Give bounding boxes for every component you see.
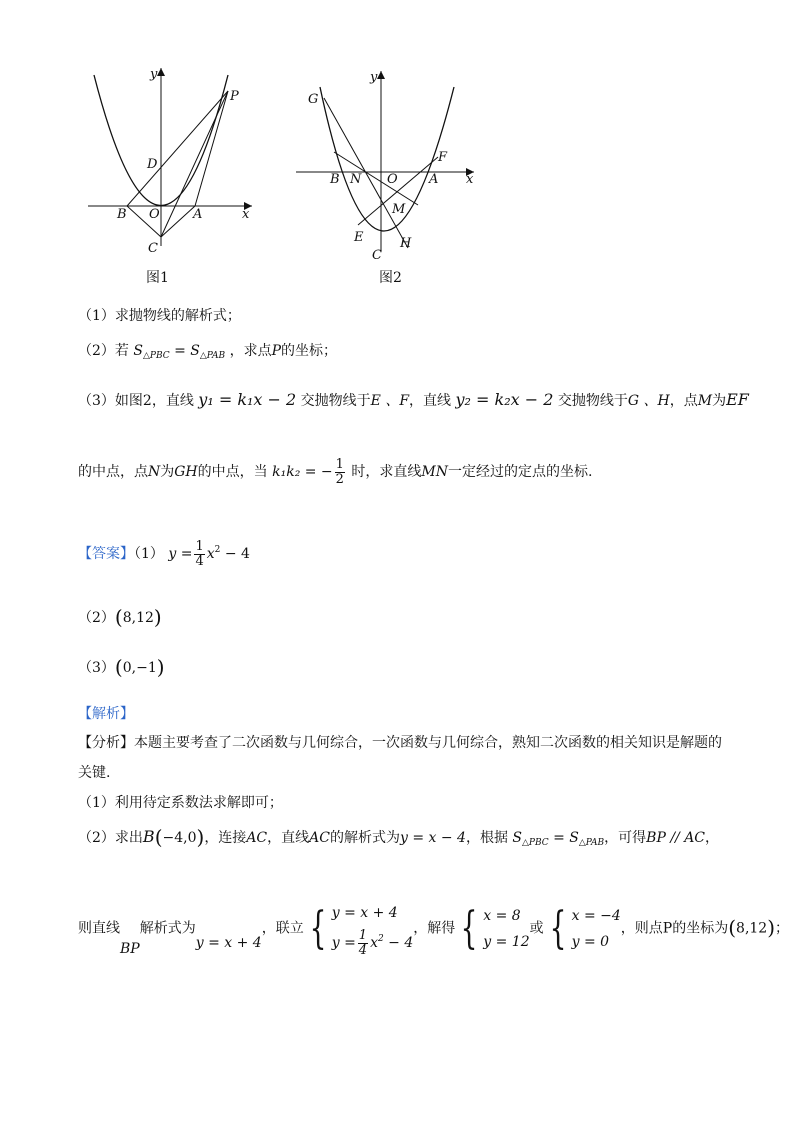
analysis-p1: 【分析】本题主要考查了二次函数与几何综合，一次函数与几何综合，熟知二次函数的相关知识是解题的 [78,735,722,751]
svg-text:G: G [308,92,319,107]
figure-2-caption: 图2 [379,270,402,286]
svg-text:A: A [429,172,439,187]
svg-text:x: x [242,207,250,222]
svg-text:y: y [150,67,158,82]
analysis-tag: 【解析】 [78,706,134,722]
svg-text:C: C [148,241,158,256]
svg-text:O: O [149,207,160,222]
parabola [320,87,454,231]
line-BP [127,91,228,206]
question-3-line1: （3）如图2，直线 y₁ = k₁x − 2 交抛物线于E 、F，直线 y₂ = k₂x − 2 交抛物线于G 、H，点M为EF [78,390,749,409]
answer-tag: 【答案】 [78,546,134,563]
svg-text:E: E [354,230,364,245]
svg-text:F: F [438,150,448,165]
svg-text:B: B [117,207,127,222]
svg-text:O: O [387,172,398,187]
analysis-p3: （2）求出B(−4,0)，连接AC，直线AC的解析式为y = x − 4，根据 $S_{\triangle PBC} = S_{\triangle PAB}$，可得BP // AC， [78,825,720,849]
answer-1: 【答案】（1） y = $\frac{1}{4}$ $x^2 - 4$ [78,539,250,569]
svg-text:A: A [193,207,203,222]
svg-text:y: y [370,70,378,85]
svg-text:x: x [466,172,474,187]
question-3-line2: 的中点，点N为GH的中点，当 k₁k₂ = − $\frac{1}{2}$ 时，求直线MN一定经过的定点的坐标. [78,457,593,487]
analysis-p4: 则直线BP解析式为y = x + 4，联立 { y = x + 4 y = $\frac{1}{4}$ $x^2 - 4$，解得 { x = 8 y = 12或 { x = −4 y = 0，则点P的坐标为(8,12)； [78,902,790,958]
svg-text:D: D [147,157,158,172]
question-2: （2）若 $S_{\triangle PBC} = S_{\triangle PAB}$ ，求点P的坐标； [78,343,337,361]
figure-1-caption: 图1 [146,270,169,286]
svg-text:B: B [330,172,340,187]
analysis-p1b: 关键. [78,765,111,781]
figure-2 [290,65,490,290]
line-NM [334,152,418,205]
line-AP [195,91,228,206]
svg-text:P: P [230,89,239,104]
analysis-p2: （1）利用待定系数法求解即可； [78,795,283,811]
question-1: （1）求抛物线的解析式； [78,308,241,324]
answer-3: （3）(0,−1) [78,655,165,679]
svg-text:C: C [372,248,382,263]
svg-text:N: N [350,172,362,187]
svg-text:H: H [400,236,412,251]
line-CA [161,206,195,237]
figure-1 [80,60,260,290]
answer-2: （2）(8,12) [78,605,162,629]
svg-text:M: M [392,202,406,217]
